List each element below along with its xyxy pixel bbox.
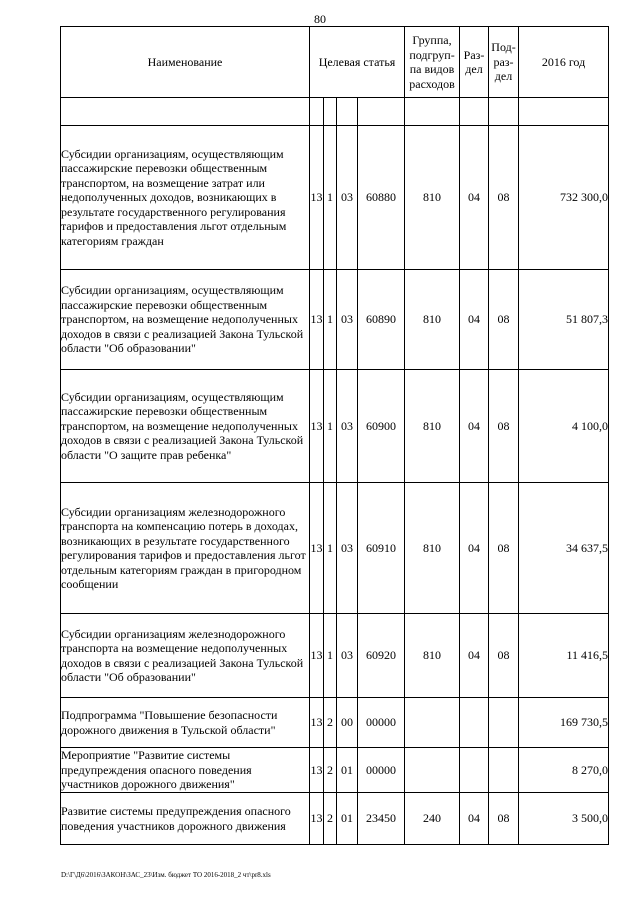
table-row [61,270,609,370]
row-name: Субсидии организациям железнодорожного транспорта на возмещение недополученных доходов в связи с реализацией Закона Тульской области "Об образовании" [61,614,310,698]
subsection-code: 08 [489,793,519,845]
target-code-3: 00 [337,698,358,748]
section-code: 04 [460,270,489,370]
row-name: Развитие системы предупреждения опасного поведения участников дорожного движения [61,793,310,845]
expense-group-code: 810 [405,614,460,698]
header-subsection: Под-раз-дел [489,27,519,98]
row-name: Субсидии организациям железнодорожного транспорта на компенсацию потерь в доходах, возникающих в результате государственного регулирования тарифов и предоставления льгот отдельным категориям граждан в пригородном сообщении [61,483,310,614]
target-code-1: 13 [310,126,324,270]
row-name: Мероприятие "Развитие системы предупреждения опасного поведения участников дорожного движения" [61,748,310,793]
subsection-code: 08 [489,126,519,270]
target-code-1: 13 [310,698,324,748]
target-code-2: 1 [324,370,337,483]
footer-file-path: D:\Г\Д6\2016\ЗАКОН\ЗАС_23\Изм. бюджет ТО 2016-2018_2 чт\pr8.xls [61,871,271,879]
table-row [61,614,609,698]
budget-table [60,26,609,845]
header-name: Наименование [61,27,310,98]
target-code-4: 60880 [358,126,405,270]
target-code-4: 00000 [358,748,405,793]
target-code-2: 1 [324,614,337,698]
target-code-4: 23450 [358,793,405,845]
spacer-cell [61,98,310,126]
target-code-2: 1 [324,126,337,270]
spacer-cell [519,98,609,126]
header-section: Раз-дел [460,27,489,98]
subsection-code: 08 [489,483,519,614]
target-code-1: 13 [310,270,324,370]
amount-2016: 11 416,5 [519,614,609,698]
target-code-1: 13 [310,370,324,483]
section-code [460,748,489,793]
target-code-4: 60910 [358,483,405,614]
section-code: 04 [460,483,489,614]
row-name: Субсидии организациям, осуществляющим пассажирские перевозки общественным транспортом, на возмещение затрат или недополученных доходов, возникающих в результате государственного регулирования тарифов и предоставления льгот отдельным категориям граждан [61,126,310,270]
target-code-3: 01 [337,793,358,845]
amount-2016: 4 100,0 [519,370,609,483]
row-name: Субсидии организациям, осуществляющим пассажирские перевозки общественным транспортом, на возмещение недополученных доходов в связи с реализацией Закона Тульской области "О защите прав ребенка" [61,370,310,483]
target-code-1: 13 [310,748,324,793]
amount-2016: 34 637,5 [519,483,609,614]
target-code-4: 60890 [358,270,405,370]
table-row [61,126,609,270]
page-number: 80 [314,12,326,26]
subsection-code: 08 [489,270,519,370]
target-code-2: 2 [324,748,337,793]
table-row [61,748,609,793]
target-code-2: 2 [324,698,337,748]
amount-2016: 51 807,3 [519,270,609,370]
target-code-3: 03 [337,370,358,483]
expense-group-code: 810 [405,370,460,483]
subsection-code [489,748,519,793]
header-target-article: Целевая статья [310,27,405,98]
amount-2016: 3 500,0 [519,793,609,845]
target-code-3: 03 [337,614,358,698]
expense-group-code [405,748,460,793]
target-code-3: 03 [337,270,358,370]
table-row [61,698,609,748]
row-name: Субсидии организациям, осуществляющим пассажирские перевозки общественным транспортом, на возмещение недополученных доходов в связи с реализацией Закона Тульской области "Об образовании" [61,270,310,370]
spacer-cell [405,98,460,126]
target-code-3: 01 [337,748,358,793]
target-code-2: 1 [324,270,337,370]
target-code-2: 1 [324,483,337,614]
table-row [61,793,609,845]
table-row [61,483,609,614]
section-code: 04 [460,370,489,483]
spacer-cell [310,98,324,126]
expense-group-code: 810 [405,483,460,614]
target-code-3: 03 [337,126,358,270]
section-code: 04 [460,614,489,698]
subsection-code: 08 [489,370,519,483]
subsection-code: 08 [489,614,519,698]
header-year: 2016 год [519,27,609,98]
target-code-4: 60900 [358,370,405,483]
section-code: 04 [460,126,489,270]
target-code-4: 00000 [358,698,405,748]
target-code-3: 03 [337,483,358,614]
target-code-1: 13 [310,793,324,845]
expense-group-code: 240 [405,793,460,845]
expense-group-code: 810 [405,126,460,270]
target-code-4: 60920 [358,614,405,698]
expense-group-code [405,698,460,748]
header-expense-group: Группа, подгруп-па видов расходов [405,27,460,98]
header-row [61,27,609,98]
spacer-cell [460,98,489,126]
section-code [460,698,489,748]
spacer-cell [358,98,405,126]
row-name: Подпрограмма "Повышение безопасности дорожного движения в Тульской области" [61,698,310,748]
amount-2016: 169 730,5 [519,698,609,748]
spacer-cell [337,98,358,126]
table-row [61,370,609,483]
target-code-1: 13 [310,483,324,614]
target-code-2: 2 [324,793,337,845]
header-spacer-row [61,98,609,126]
target-code-1: 13 [310,614,324,698]
subsection-code [489,698,519,748]
amount-2016: 8 270,0 [519,748,609,793]
spacer-cell [324,98,337,126]
amount-2016: 732 300,0 [519,126,609,270]
expense-group-code: 810 [405,270,460,370]
spacer-cell [489,98,519,126]
section-code: 04 [460,793,489,845]
